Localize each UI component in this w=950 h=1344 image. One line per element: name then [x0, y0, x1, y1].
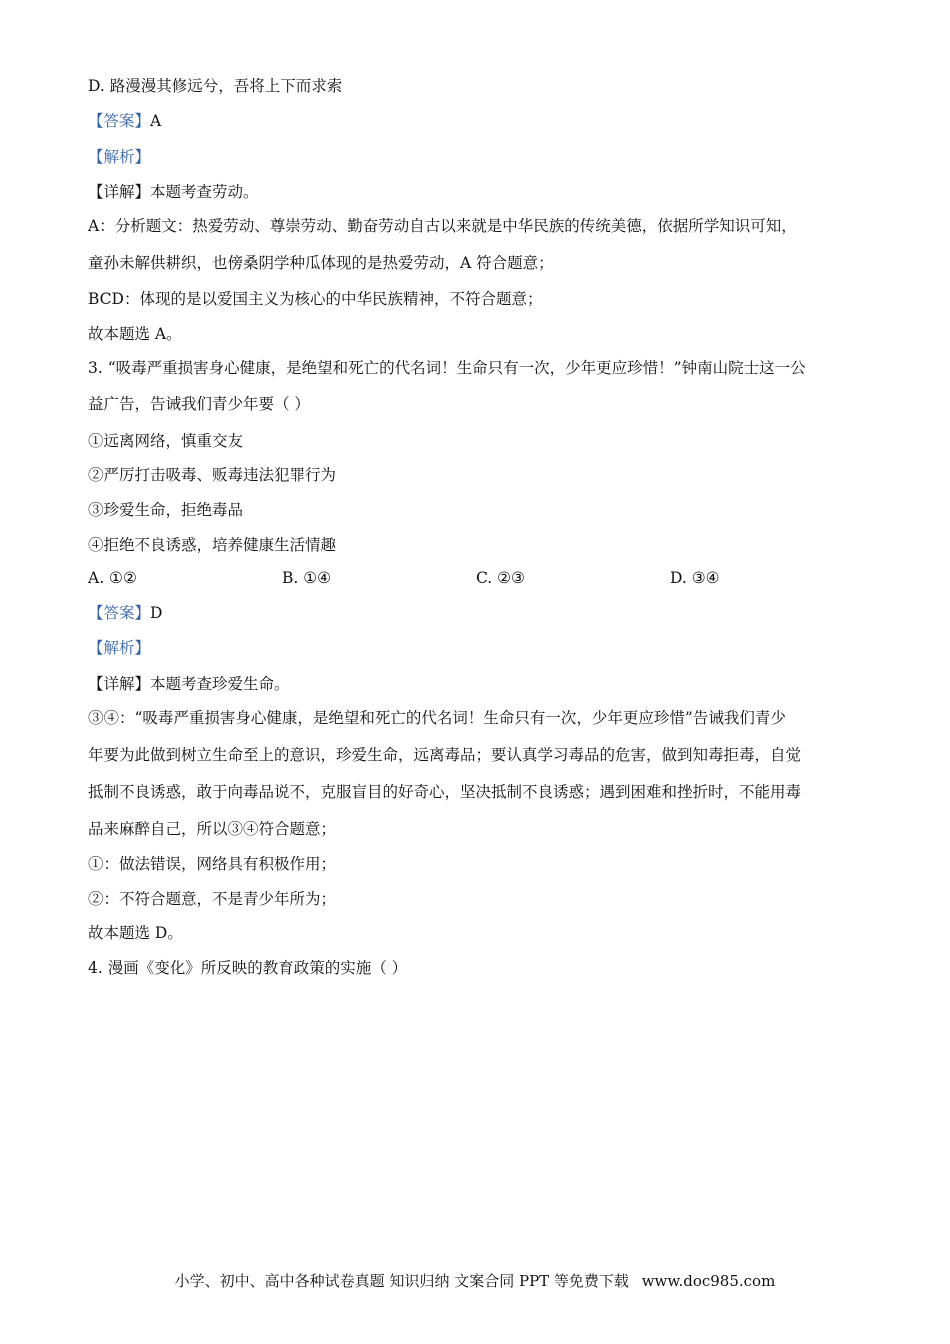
q3-answer [88, 603, 868, 623]
q3-detail [88, 674, 868, 694]
q3-explanation-line: ①：做法错误，网络具有积极作用； [88, 855, 337, 873]
footer-text: 小学、初中、高中各种试卷真题 知识归纳 文案合同 PPT 等免费下载 [174, 1272, 629, 1290]
q3-explanation-line: ③④：“吸毒严重损害身心健康，是绝望和死亡的代名词！生命只有一次，少年更应珍惜”告诫我们青少 [88, 709, 786, 727]
q3-item: ①远离网络，慎重交友 [88, 432, 244, 450]
detail-tag: 【详解】 [88, 183, 151, 201]
answer-tag: 【答案】 [88, 112, 151, 130]
q3-explanation-line: ②：不符合题意，不是青少年所为； [88, 890, 337, 908]
q3-stem-line: 3. “吸毒严重损害身心健康，是绝望和死亡的代名词！生命只有一次，少年更应珍惜！”钟南山院士这一公 [88, 359, 806, 377]
q4-stem: 4. 漫画《变化》所反映的教育政策的实施（ ） [88, 959, 408, 977]
q2-explanation-line: 童孙未解供耕织，也傍桑阴学种瓜体现的是热爱劳动，A 符合题意； [88, 254, 554, 272]
q2-option-d: D. 路漫漫其修远兮，吾将上下而求索 [88, 77, 343, 95]
q3-option-b: B. ①④ [282, 569, 332, 587]
detail-text: 本题考查珍爱生命。 [150, 675, 290, 693]
q3-explanation-line: 年要为此做到树立生命至上的意识，珍爱生命，远离毒品；要认真学习毒品的危害，做到知毒拒毒，自觉 [88, 746, 802, 764]
q2-conclusion: 故本题选 A。 [88, 325, 182, 343]
q3-explanation-line: 品来麻醉自己，所以③④符合题意； [88, 820, 337, 838]
q3-option-c: C. ②③ [476, 569, 525, 587]
q3-analysis-tag: 【解析】 [88, 639, 151, 657]
answer-tag: 【答案】 [88, 604, 151, 622]
footer-link[interactable]: www.doc985.com [641, 1272, 776, 1290]
q3-option-d: D. ③④ [670, 569, 720, 587]
q3-item: ②严厉打击吸毒、贩毒违法犯罪行为 [88, 466, 337, 484]
detail-text: 本题考查劳动。 [150, 183, 259, 201]
q3-conclusion: 故本题选 D。 [88, 924, 183, 942]
q3-option-a: A. ①② [88, 569, 137, 587]
q2-explanation-line: BCD：体现的是以爱国主义为核心的中华民族精神，不符合题意； [88, 290, 543, 308]
q2-detail [88, 182, 868, 202]
q3-item: ③珍爱生命，拒绝毒品 [88, 501, 244, 519]
q2-answer [88, 111, 868, 131]
q3-explanation-line: 抵制不良诱惑，敢于向毒品说不，克服盲目的好奇心，坚决抵制不良诱惑；遇到困难和挫折时，不能用毒 [88, 783, 802, 801]
q2-explanation-line: A：分析题文：热爱劳动、尊崇劳动、勤奋劳动自古以来就是中华民族的传统美德，依据所学知识可知， [88, 217, 797, 235]
answer-value: D [150, 604, 163, 622]
answer-value: A [150, 112, 162, 130]
page-footer [0, 1270, 950, 1291]
q3-item: ④拒绝不良诱惑，培养健康生活情趣 [88, 536, 337, 554]
q2-analysis-tag: 【解析】 [88, 148, 151, 166]
q3-stem-line: 益广告，告诫我们青少年要（ ） [88, 395, 310, 413]
detail-tag: 【详解】 [88, 675, 151, 693]
